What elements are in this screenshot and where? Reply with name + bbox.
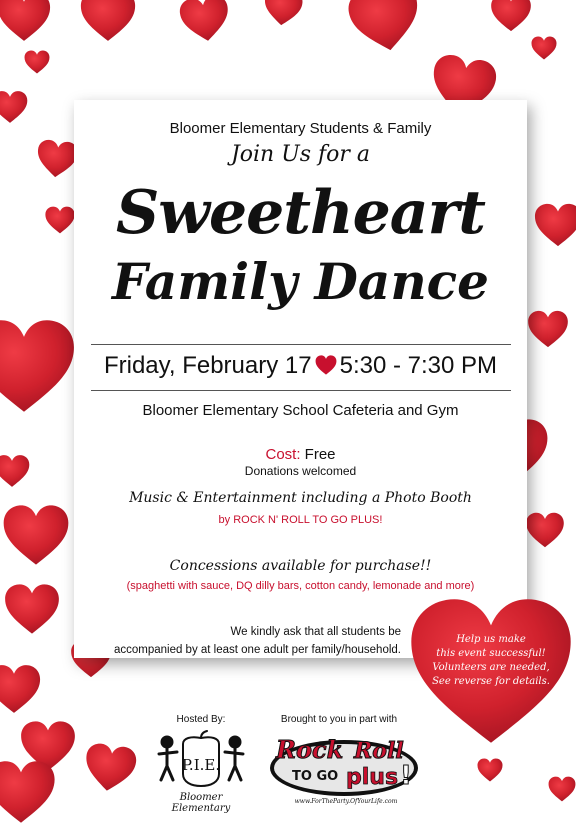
cost-line [74,446,527,463]
adult-request [114,623,401,659]
donations-note: Donations welcomed [244,464,357,478]
flyer-card [74,100,527,658]
decorative-heart-icon [44,206,76,234]
cost-value: Free [304,446,336,463]
pie-school-name: Bloomer Elementary [171,792,231,814]
rock-logo-togo: TO GO [292,769,339,784]
rock-logo-plus: plus [346,765,399,790]
event-date: Friday, February 17 [103,352,312,379]
adult-request-line2: accompanied by at least one adult per family/household. [113,644,401,656]
decorative-heart-icon [0,664,42,714]
decorative-heart-icon [34,138,80,180]
cost-label: Cost: [265,446,301,463]
decorative-heart-icon [4,582,60,636]
rock-logo-roll: Roll [354,738,404,764]
title-family-dance: Family Dance [112,252,489,311]
divider-bottom [91,390,511,391]
rock-n-roll-logo [268,728,420,800]
pie-logo [155,730,247,792]
decorative-heart-icon [0,318,76,414]
decorative-heart-icon [0,0,54,42]
decorative-heart-icon [169,0,241,46]
decorative-heart-icon [24,50,50,74]
date-time-line [74,352,527,380]
concessions-heading: Concessions available for purchase!! [169,558,432,574]
flyer-subtitle: Bloomer Elementary Students & Family [169,120,432,137]
volunteer-line2: this event successful! [436,648,546,659]
volunteer-line4: See reverse for details. [432,676,550,687]
decorative-heart-icon [476,758,504,782]
rock-url: www.ForTheParty.OfYourLife.com [294,798,398,805]
join-us-heading: Join Us for a [230,142,371,167]
pie-logo-text: P.I.E. [181,756,221,774]
decorative-heart-icon [0,756,56,828]
event-venue: Bloomer Elementary School Cafeteria and Gym [142,402,459,419]
volunteer-message [420,633,562,689]
volunteer-line1: Help us make [456,634,526,645]
music-provider: by ROCK N' ROLL TO GO PLUS! [218,514,383,526]
decorative-heart-icon [530,36,558,60]
decorative-heart-icon [0,504,72,566]
volunteer-line3: Volunteers are needed, [432,662,550,673]
decorative-heart-icon [76,0,140,42]
exclamation-icon: ! [400,761,412,791]
decorative-heart-icon [81,741,139,796]
music-entertainment: Music & Entertainment including a Photo Booth [129,490,472,506]
title-sweetheart: Sweetheart [115,178,486,248]
decorative-heart-icon [0,454,30,488]
decorative-heart-icon [254,0,311,29]
decorative-heart-icon [527,310,569,348]
decorative-heart-icon [534,200,576,250]
decorative-heart-icon [524,512,566,548]
decorative-heart-icon [488,0,534,32]
divider-top [91,344,511,345]
event-time: 5:30 - 7:30 PM [339,352,498,379]
concession-items: (spaghetti with sauce, DQ dilly bars, cotton candy, lemonade and more) [126,580,475,592]
decorative-heart-icon [0,90,28,124]
brought-by-label: Brought to you in part with [280,714,398,725]
decorative-heart-icon [548,776,576,802]
decorative-heart-icon [333,0,437,60]
hosted-by-label: Hosted By: [176,714,226,725]
heart-icon [315,354,337,374]
rock-logo-rock: Rock [276,735,344,764]
adult-request-line1: We kindly ask that all students be [230,626,401,638]
